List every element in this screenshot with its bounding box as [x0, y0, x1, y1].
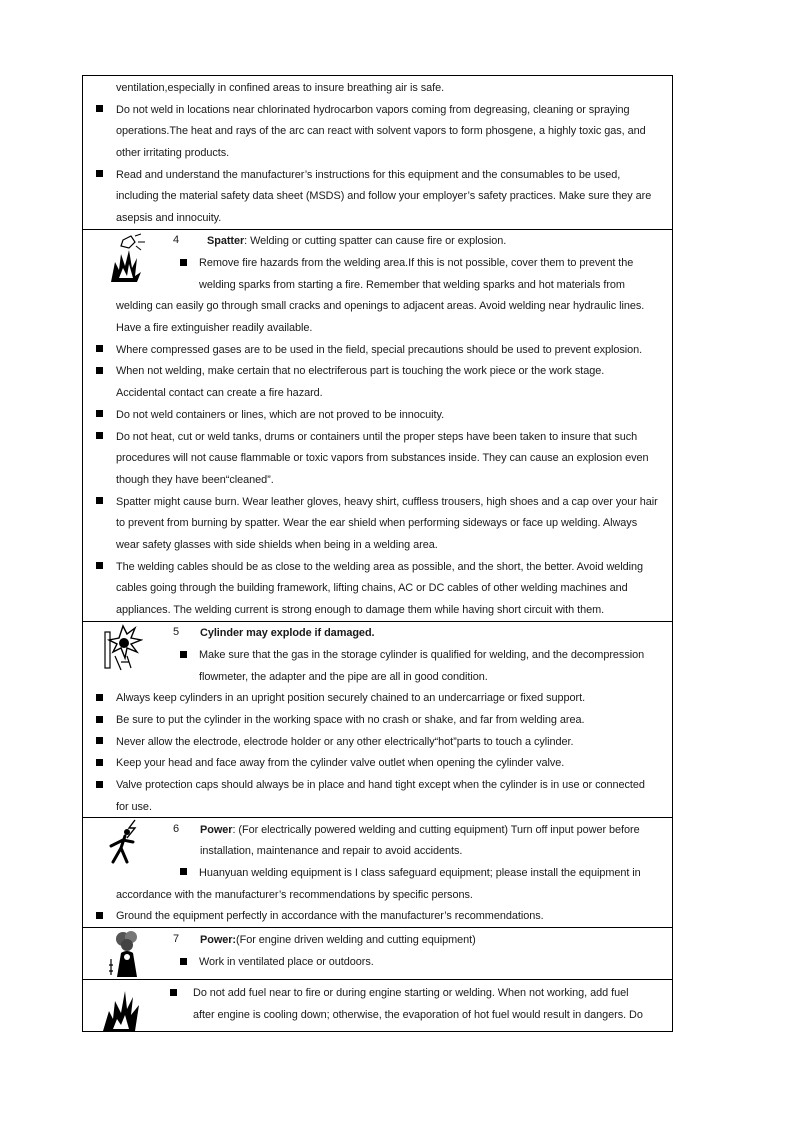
- section-title: [200, 933, 476, 947]
- list-item: accordance with the manufacturer’s recommendations by specific persons.: [116, 889, 473, 901]
- bullet: [180, 259, 187, 266]
- list-item: cables going through the building framework, lifting chains, AC or DC cables of other welding machines and: [116, 582, 628, 594]
- list-item: after engine is cooling down; otherwise, the evaporation of hot fuel would result in dangers. Do: [193, 1009, 643, 1021]
- list-item: Make sure that the gas in the storage cylinder is qualified for welding, and the decompression: [199, 649, 645, 661]
- bullet: [170, 989, 177, 996]
- section-number: 7: [173, 933, 180, 945]
- section-title: [207, 234, 506, 248]
- bullet: [96, 562, 103, 569]
- bullet: [96, 345, 103, 352]
- list-item: Ground the equipment perfectly in accordance with the manufacturer’s recommendations.: [116, 910, 544, 922]
- section-divider: [83, 927, 672, 928]
- intro-text: ventilation,especially in confined areas to insure breathing air is safe.: [116, 82, 445, 94]
- bullet: [180, 958, 187, 965]
- electric-shock-icon: [105, 818, 149, 866]
- list-item: appliances. The welding current is strong enough to damage them while having short circuit with them.: [116, 604, 605, 616]
- list-item: wear safety glasses with side shields when being in a welding area.: [116, 539, 438, 551]
- section-title-bold: Spatter: [207, 235, 245, 247]
- list-item: Do not add fuel near to fire or during engine starting or welding. When not working, add fuel: [193, 987, 629, 999]
- bullet: [96, 410, 103, 417]
- bullet: [96, 694, 103, 701]
- section-divider: [83, 817, 672, 818]
- list-item: Always keep cylinders in an upright position securely chained to an undercarriage or fixed support.: [116, 692, 586, 704]
- list-item: Spatter might cause burn. Wear leather gloves, heavy shirt, cuffless trousers, high shoes and a cap over your hair: [116, 496, 658, 508]
- list-item: Keep your head and face away from the cylinder valve outlet when opening the cylinder valve.: [116, 757, 565, 769]
- section-title-rest: (For engine driven welding and cutting equipment): [236, 934, 476, 946]
- list-item: Work in ventilated place or outdoors.: [199, 956, 374, 968]
- list-item: Where compressed gases are to be used in the field, special precautions should be used to prevent explosion.: [116, 344, 643, 356]
- bullet: [96, 759, 103, 766]
- section-title: [200, 823, 640, 837]
- section-divider: [83, 621, 672, 622]
- list-item: Remove fire hazards from the welding area.If this is not possible, cover them to prevent the: [199, 257, 634, 269]
- list-item: Do not weld in locations near chlorinated hydrocarbon vapors coming from degreasing, cleaning or spraying: [116, 104, 630, 116]
- section-title-bold: Power: [200, 824, 233, 836]
- section-title-line-2: installation, maintenance and repair to avoid accidents.: [200, 845, 463, 857]
- section-number: 6: [173, 823, 180, 835]
- list-item: operations.The heat and rays of the arc can react with solvent vapors to form phosgene, a highly toxic gas, and: [116, 125, 646, 137]
- list-item: to prevent from burning by spatter. Wear the ear shield when performing sideways or face up welding. Always: [116, 517, 638, 529]
- cylinder-explosion-icon: [101, 622, 143, 674]
- list-item: Never allow the electrode, electrode holder or any other electrically“hot”parts to touch a cylinder.: [116, 736, 574, 748]
- section-title-rest: : Welding or cutting spatter can cause fire or explosion.: [244, 235, 507, 247]
- list-item: When not welding, make certain that no electriferous part is touching the work piece or the work stage.: [116, 365, 605, 377]
- fire-explosion-icon: [105, 232, 149, 284]
- bullet: [96, 912, 103, 919]
- section-number: 5: [173, 626, 180, 638]
- section-title-bold: Power:: [200, 934, 237, 946]
- engine-fumes-icon: [107, 929, 147, 979]
- bullet: [96, 367, 103, 374]
- list-item: welding can easily go through small cracks and openings to adjacent areas. Avoid welding near hydraulic lines.: [116, 300, 645, 312]
- section-divider: [83, 229, 672, 230]
- list-item: asepsis and innocuity.: [116, 212, 222, 224]
- list-item: Be sure to put the cylinder in the working space with no crash or shake, and far from welding area.: [116, 714, 585, 726]
- bullet: [96, 432, 103, 439]
- list-item: Accidental contact can create a fire hazard.: [116, 387, 323, 399]
- bullet: [96, 781, 103, 788]
- section-title: Cylinder may explode if damaged.: [200, 627, 375, 639]
- list-item: Have a fire extinguisher readily available.: [116, 322, 313, 334]
- bullet: [96, 105, 103, 112]
- bullet: [96, 737, 103, 744]
- list-item: welding sparks from starting a fire. Remember that welding sparks and hot materials from: [199, 279, 625, 291]
- bullet: [180, 868, 187, 875]
- list-item: flowmeter, the adapter and the pipe are all in good condition.: [199, 671, 488, 683]
- list-item: The welding cables should be as close to the welding area as possible, and the short, the better. Avoid welding: [116, 561, 644, 573]
- section-divider: [83, 979, 672, 980]
- bullet: [96, 497, 103, 504]
- bullet: [96, 716, 103, 723]
- list-item: including the material safety data sheet (MSDS) and follow your employer’s safety practices. Make sure they are: [116, 190, 652, 202]
- bullet: [96, 170, 103, 177]
- list-item: Do not heat, cut or weld tanks, drums or containers until the proper steps have been taken to insure that such: [116, 431, 638, 443]
- fire-icon: [101, 981, 141, 1031]
- section-number: 4: [173, 234, 180, 246]
- section-title-rest: : (For electrically powered welding and cutting equipment) Turn off input power before: [232, 824, 640, 836]
- list-item: for use.: [116, 801, 152, 813]
- safety-table: [82, 75, 673, 1032]
- list-item: Do not weld containers or lines, which are not proved to be innocuity.: [116, 409, 445, 421]
- list-item: Read and understand the manufacturer’s instructions for this equipment and the consumables to be used,: [116, 169, 621, 181]
- list-item: other irritating products.: [116, 147, 230, 159]
- list-item: Valve protection caps should always be in place and hand tight except when the cylinder is in use or connected: [116, 779, 645, 791]
- list-item: Huanyuan welding equipment is I class safeguard equipment; please install the equipment in: [199, 867, 641, 879]
- list-item: procedures will not cause flammable or toxic vapors from substances inside. They can cause an explosion even: [116, 452, 649, 464]
- bullet: [180, 651, 187, 658]
- list-item: though they have been“cleaned”.: [116, 474, 274, 486]
